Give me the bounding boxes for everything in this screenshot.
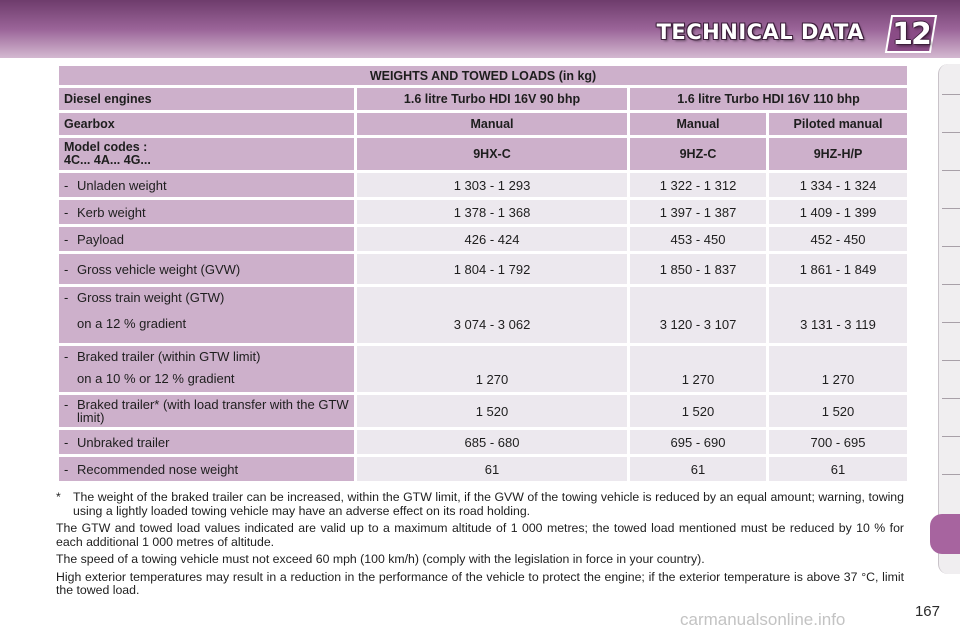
value-cell: 426 - 424 [357, 227, 627, 251]
value-cell: 1 861 - 1 849 [769, 254, 907, 284]
tab-rail [938, 64, 960, 574]
footnote-altitude: The GTW and towed load values indicated are valid up to a maximum altitude of 1 000 metres; the towed load mentioned must be reduced by 10 % for each additional 1 000 metres of altitude. [56, 521, 904, 549]
list-item-sublabel: on a 10 % or 12 % gradient [77, 371, 235, 386]
tab-divider [942, 246, 960, 247]
table-row [59, 287, 907, 343]
table-row [59, 173, 907, 197]
list-item: - Unladen weight [64, 177, 167, 193]
list-item: - Braked trailer (within GTW limit) [64, 349, 261, 364]
list-item-sublabel: on a 12 % gradient [77, 316, 187, 331]
active-chapter-tab[interactable] [930, 514, 960, 554]
chapter-tab-rail [934, 64, 960, 574]
row-label-cell [59, 254, 354, 284]
value-cell: 1 520 [630, 395, 766, 427]
tab-divider [942, 170, 960, 171]
tab-divider [942, 284, 960, 285]
value-cell: 61 [769, 457, 907, 481]
footnote-speed: The speed of a towing vehicle must not exceed 60 mph (100 km/h) (comply with the legislation in force in your country). [56, 552, 705, 566]
value-cell: 3 120 - 3 107 [630, 287, 766, 343]
value-cell: 1 850 - 1 837 [630, 254, 766, 284]
footnotes [56, 491, 904, 602]
model-code: 9HZ-C [630, 138, 766, 170]
page-title: TECHNICAL DATA [656, 20, 864, 44]
list-item: - Payload [64, 231, 124, 247]
table-title: WEIGHTS AND TOWED LOADS (in kg) [59, 66, 907, 85]
footnote-temperature: High exterior temperatures may result in a reduction in the performance of the vehicle to protect the engine; if the exterior temperature is above 37 °C, limit the towed load. [56, 569, 904, 597]
list-item: - Unbraked trailer [64, 434, 170, 450]
model-code: 9HZ-H/P [769, 138, 907, 170]
row-label-cell [59, 395, 354, 427]
table-row [59, 430, 907, 454]
list-item: - Kerb weight [64, 204, 146, 220]
value-cell: 61 [357, 457, 627, 481]
table-row [59, 200, 907, 224]
watermark: carmanualsonline.info [680, 610, 846, 629]
gearbox-value: Manual [357, 113, 627, 135]
list-item: - Braked trailer* (with load transfer with the GTW limit) [64, 397, 349, 425]
gearbox-label: Gearbox [59, 113, 354, 135]
tab-divider [942, 398, 960, 399]
row-label-cell [59, 200, 354, 224]
model-codes-line2: 4C... 4A... 4G... [64, 153, 151, 167]
value-cell: 1 270 [357, 346, 627, 392]
table-row [59, 346, 907, 392]
value-cell: 700 - 695 [769, 430, 907, 454]
tab-divider [942, 94, 960, 95]
value-cell: 1 520 [769, 395, 907, 427]
weights-table [56, 63, 910, 484]
tab-divider [942, 360, 960, 361]
model-code: 9HX-C [357, 138, 627, 170]
chapter-badge [882, 12, 940, 56]
engine-label: Diesel engines [59, 88, 354, 110]
list-item: - Gross train weight (GTW) [64, 290, 225, 305]
value-cell: 452 - 450 [769, 227, 907, 251]
engine-a-header: 1.6 litre Turbo HDI 16V 90 bhp [357, 88, 627, 110]
value-cell: 453 - 450 [630, 227, 766, 251]
value-cell: 1 303 - 1 293 [357, 173, 627, 197]
value-cell: 1 322 - 1 312 [630, 173, 766, 197]
value-cell: 1 270 [769, 346, 907, 392]
value-cell: 1 334 - 1 324 [769, 173, 907, 197]
model-codes-label [59, 138, 354, 170]
row-label-cell [59, 457, 354, 481]
value-cell: 1 520 [357, 395, 627, 427]
list-item: - Gross vehicle weight (GVW) [64, 261, 241, 277]
row-label-cell [59, 346, 354, 392]
tab-divider [942, 322, 960, 323]
footnote-asterisk: * The weight of the braked trailer can be increased, within the GTW limit, if the GVW of the towing vehicle is reduced by an equal amount; warning, towing using a lightly loaded towing vehicle may have an adverse effect on its road holding. [56, 490, 904, 518]
value-cell: 1 378 - 1 368 [357, 200, 627, 224]
value-cell: 1 397 - 1 387 [630, 200, 766, 224]
gearbox-value: Manual [630, 113, 766, 135]
row-label-cell [59, 227, 354, 251]
value-cell: 1 804 - 1 792 [357, 254, 627, 284]
table-row [59, 395, 907, 427]
chapter-number: 12 [892, 16, 930, 52]
value-cell: 3 131 - 3 119 [769, 287, 907, 343]
row-label-cell [59, 430, 354, 454]
engine-b-header: 1.6 litre Turbo HDI 16V 110 bhp [630, 88, 907, 110]
row-label-cell [59, 173, 354, 197]
table-row [59, 254, 907, 284]
table-row [59, 457, 907, 481]
page-number: 167 [914, 603, 940, 620]
value-cell: 1 409 - 1 399 [769, 200, 907, 224]
tab-divider [942, 474, 960, 475]
tab-divider [942, 132, 960, 133]
model-codes-line1: Model codes : [64, 140, 148, 154]
tab-divider [942, 436, 960, 437]
value-cell: 695 - 690 [630, 430, 766, 454]
value-cell: 61 [630, 457, 766, 481]
tab-divider [942, 208, 960, 209]
value-cell: 685 - 680 [357, 430, 627, 454]
row-label-cell [59, 287, 354, 343]
table-row [59, 227, 907, 251]
gearbox-value: Piloted manual [769, 113, 907, 135]
value-cell: 3 074 - 3 062 [357, 287, 627, 343]
list-item: - Recommended nose weight [64, 461, 239, 477]
value-cell: 1 270 [630, 346, 766, 392]
